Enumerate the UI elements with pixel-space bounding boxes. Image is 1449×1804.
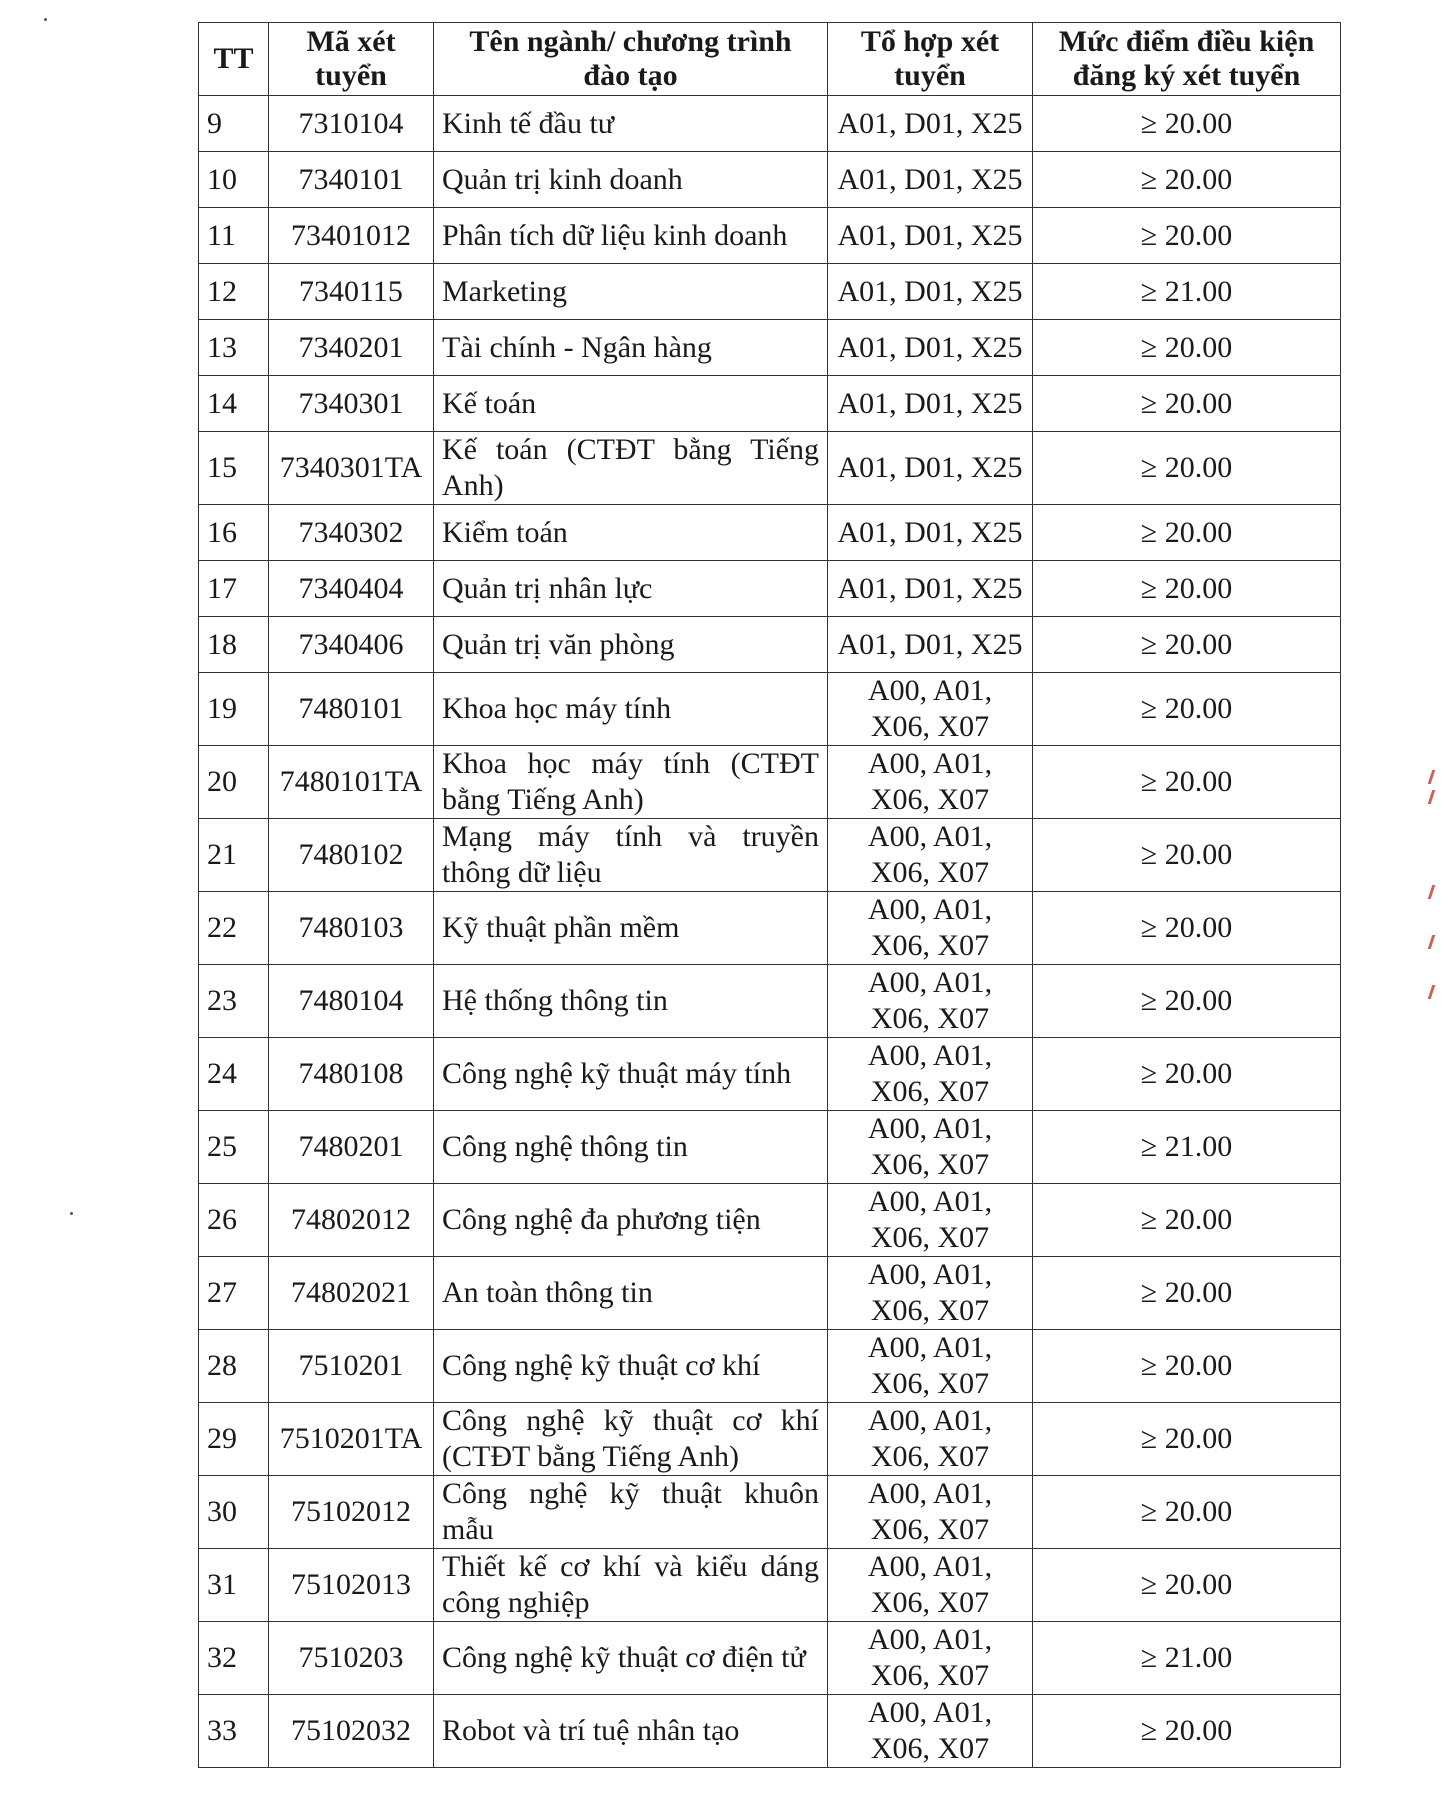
cell-subject-combination: A00, A01, X06, X07 — [828, 819, 1033, 892]
cell-minimum-score: ≥ 21.00 — [1033, 264, 1341, 320]
table-row — [199, 1330, 1341, 1403]
cell-code: 74802012 — [269, 1184, 434, 1257]
cell-subject-combination: A00, A01, X06, X07 — [828, 1257, 1033, 1330]
cell-code: 7340406 — [269, 617, 434, 673]
table-row — [199, 505, 1341, 561]
cell-minimum-score: ≥ 20.00 — [1033, 208, 1341, 264]
cell-program-name: Kiểm toán — [434, 505, 828, 561]
cell-subject-combination: A01, D01, X25 — [828, 264, 1033, 320]
cell-code: 74802021 — [269, 1257, 434, 1330]
cell-tt: 11 — [199, 208, 269, 264]
cell-minimum-score: ≥ 20.00 — [1033, 1184, 1341, 1257]
cell-program-name: Kế toán — [434, 376, 828, 432]
cell-tt: 21 — [199, 819, 269, 892]
cell-program-name: Robot và trí tuệ nhân tạo — [434, 1695, 828, 1768]
cell-code: 7340301TA — [269, 432, 434, 505]
cell-tt: 20 — [199, 746, 269, 819]
cell-subject-combination: A00, A01, X06, X07 — [828, 1403, 1033, 1476]
table-row — [199, 965, 1341, 1038]
cell-code: 7340404 — [269, 561, 434, 617]
cell-code: 7510201TA — [269, 1403, 434, 1476]
cell-subject-combination: A00, A01, X06, X07 — [828, 1476, 1033, 1549]
table-row — [199, 1257, 1341, 1330]
signature-mark — [1428, 790, 1448, 804]
header-tt: TT — [199, 23, 269, 96]
cell-minimum-score: ≥ 20.00 — [1033, 1403, 1341, 1476]
cell-tt: 9 — [199, 96, 269, 152]
cell-program-name: Kế toán (CTĐT bằng Tiếng Anh) — [434, 432, 828, 505]
header-code: Mã xét tuyển — [269, 23, 434, 96]
cell-tt: 32 — [199, 1622, 269, 1695]
cell-code: 7510201 — [269, 1330, 434, 1403]
cell-code: 7340201 — [269, 320, 434, 376]
cell-tt: 19 — [199, 673, 269, 746]
table-row — [199, 96, 1341, 152]
cell-tt: 24 — [199, 1038, 269, 1111]
header-score: Mức điểm điều kiện đăng ký xét tuyển — [1033, 23, 1341, 96]
cell-tt: 22 — [199, 892, 269, 965]
cell-code: 7480108 — [269, 1038, 434, 1111]
header-row — [199, 23, 1341, 96]
cell-program-name: Kinh tế đầu tư — [434, 96, 828, 152]
table-row — [199, 561, 1341, 617]
cell-subject-combination: A01, D01, X25 — [828, 505, 1033, 561]
cell-program-name: Quản trị kinh doanh — [434, 152, 828, 208]
cell-code: 7340115 — [269, 264, 434, 320]
header-name: Tên ngành/ chương trình đào tạo — [434, 23, 828, 96]
cell-program-name: Quản trị văn phòng — [434, 617, 828, 673]
cell-code: 7340301 — [269, 376, 434, 432]
table-row — [199, 376, 1341, 432]
table-row — [199, 1622, 1341, 1695]
cell-tt: 28 — [199, 1330, 269, 1403]
cell-minimum-score: ≥ 20.00 — [1033, 561, 1341, 617]
cell-subject-combination: A00, A01, X06, X07 — [828, 1184, 1033, 1257]
cell-code: 7480201 — [269, 1111, 434, 1184]
cell-minimum-score: ≥ 20.00 — [1033, 320, 1341, 376]
cell-tt: 12 — [199, 264, 269, 320]
table-row — [199, 152, 1341, 208]
cell-program-name: Công nghệ kỹ thuật cơ điện tử — [434, 1622, 828, 1695]
cell-code: 7310104 — [269, 96, 434, 152]
cell-subject-combination: A00, A01, X06, X07 — [828, 746, 1033, 819]
cell-code: 73401012 — [269, 208, 434, 264]
cell-minimum-score: ≥ 20.00 — [1033, 965, 1341, 1038]
cell-minimum-score: ≥ 20.00 — [1033, 152, 1341, 208]
cell-subject-combination: A01, D01, X25 — [828, 320, 1033, 376]
signature-mark — [1428, 770, 1448, 784]
cell-code: 7480103 — [269, 892, 434, 965]
cell-minimum-score: ≥ 20.00 — [1033, 746, 1341, 819]
cell-code: 7480101TA — [269, 746, 434, 819]
cell-tt: 30 — [199, 1476, 269, 1549]
table-row — [199, 1111, 1341, 1184]
cell-subject-combination: A00, A01, X06, X07 — [828, 1330, 1033, 1403]
cell-code: 7340302 — [269, 505, 434, 561]
cell-minimum-score: ≥ 20.00 — [1033, 432, 1341, 505]
cell-minimum-score: ≥ 20.00 — [1033, 1038, 1341, 1111]
cell-minimum-score: ≥ 20.00 — [1033, 1549, 1341, 1622]
header-combo: Tổ hợp xét tuyển — [828, 23, 1033, 96]
cell-program-name: Tài chính - Ngân hàng — [434, 320, 828, 376]
signature-mark — [1428, 885, 1448, 899]
cell-minimum-score: ≥ 20.00 — [1033, 1476, 1341, 1549]
cell-program-name: Khoa học máy tính — [434, 673, 828, 746]
cell-subject-combination: A01, D01, X25 — [828, 96, 1033, 152]
cell-subject-combination: A01, D01, X25 — [828, 152, 1033, 208]
cell-minimum-score: ≥ 20.00 — [1033, 892, 1341, 965]
cell-subject-combination: A00, A01, X06, X07 — [828, 1549, 1033, 1622]
cell-program-name: Công nghệ kỹ thuật cơ khí — [434, 1330, 828, 1403]
cell-tt: 31 — [199, 1549, 269, 1622]
cell-tt: 18 — [199, 617, 269, 673]
cell-code: 75102032 — [269, 1695, 434, 1768]
table-row — [199, 617, 1341, 673]
cell-minimum-score: ≥ 21.00 — [1033, 1622, 1341, 1695]
cell-tt: 23 — [199, 965, 269, 1038]
table-body — [199, 96, 1341, 1768]
cell-program-name: An toàn thông tin — [434, 1257, 828, 1330]
table-row — [199, 1549, 1341, 1622]
cell-code: 7340101 — [269, 152, 434, 208]
cell-program-name: Phân tích dữ liệu kinh doanh — [434, 208, 828, 264]
cell-code: 75102013 — [269, 1549, 434, 1622]
table-row — [199, 320, 1341, 376]
signature-mark — [1428, 985, 1448, 999]
cell-program-name: Kỹ thuật phần mềm — [434, 892, 828, 965]
cell-program-name: Marketing — [434, 264, 828, 320]
cell-code: 7480101 — [269, 673, 434, 746]
cell-program-name: Công nghệ kỹ thuật khuôn mẫu — [434, 1476, 828, 1549]
signature-mark — [1428, 935, 1448, 949]
cell-program-name: Quản trị nhân lực — [434, 561, 828, 617]
cell-minimum-score: ≥ 20.00 — [1033, 1695, 1341, 1768]
cell-code: 7480104 — [269, 965, 434, 1038]
table-row — [199, 1038, 1341, 1111]
cell-minimum-score: ≥ 20.00 — [1033, 1257, 1341, 1330]
cell-code: 7510203 — [269, 1622, 434, 1695]
cell-subject-combination: A01, D01, X25 — [828, 208, 1033, 264]
cell-subject-combination: A01, D01, X25 — [828, 561, 1033, 617]
cell-tt: 10 — [199, 152, 269, 208]
table-row — [199, 746, 1341, 819]
cell-minimum-score: ≥ 20.00 — [1033, 1330, 1341, 1403]
cell-subject-combination: A00, A01, X06, X07 — [828, 1622, 1033, 1695]
cell-program-name: Công nghệ đa phương tiện — [434, 1184, 828, 1257]
cell-minimum-score: ≥ 20.00 — [1033, 617, 1341, 673]
table-row — [199, 208, 1341, 264]
table-row — [199, 819, 1341, 892]
scan-speck — [70, 1212, 73, 1215]
cell-minimum-score: ≥ 21.00 — [1033, 1111, 1341, 1184]
cell-subject-combination: A00, A01, X06, X07 — [828, 673, 1033, 746]
cell-subject-combination: A00, A01, X06, X07 — [828, 1695, 1033, 1768]
table-row — [199, 1695, 1341, 1768]
cell-program-name: Công nghệ kỹ thuật cơ khí (CTĐT bằng Tiếng Anh) — [434, 1403, 828, 1476]
cell-program-name: Công nghệ kỹ thuật máy tính — [434, 1038, 828, 1111]
cell-subject-combination: A00, A01, X06, X07 — [828, 1111, 1033, 1184]
cell-minimum-score: ≥ 20.00 — [1033, 673, 1341, 746]
cell-subject-combination: A01, D01, X25 — [828, 617, 1033, 673]
cell-minimum-score: ≥ 20.00 — [1033, 505, 1341, 561]
cell-minimum-score: ≥ 20.00 — [1033, 96, 1341, 152]
cell-program-name: Khoa học máy tính (CTĐT bằng Tiếng Anh) — [434, 746, 828, 819]
cell-tt: 13 — [199, 320, 269, 376]
admission-table — [198, 22, 1341, 1768]
cell-tt: 17 — [199, 561, 269, 617]
cell-tt: 16 — [199, 505, 269, 561]
table-row — [199, 1184, 1341, 1257]
cell-subject-combination: A01, D01, X25 — [828, 376, 1033, 432]
cell-subject-combination: A01, D01, X25 — [828, 432, 1033, 505]
table-row — [199, 673, 1341, 746]
cell-code: 7480102 — [269, 819, 434, 892]
cell-tt: 14 — [199, 376, 269, 432]
table-row — [199, 1403, 1341, 1476]
cell-minimum-score: ≥ 20.00 — [1033, 819, 1341, 892]
cell-tt: 27 — [199, 1257, 269, 1330]
scan-speck — [44, 18, 47, 21]
table-row — [199, 1476, 1341, 1549]
cell-subject-combination: A00, A01, X06, X07 — [828, 965, 1033, 1038]
cell-program-name: Hệ thống thông tin — [434, 965, 828, 1038]
cell-subject-combination: A00, A01, X06, X07 — [828, 892, 1033, 965]
cell-tt: 26 — [199, 1184, 269, 1257]
cell-tt: 25 — [199, 1111, 269, 1184]
cell-minimum-score: ≥ 20.00 — [1033, 376, 1341, 432]
cell-tt: 33 — [199, 1695, 269, 1768]
table-row — [199, 892, 1341, 965]
cell-program-name: Mạng máy tính và truyền thông dữ liệu — [434, 819, 828, 892]
cell-program-name: Thiết kế cơ khí và kiểu dáng công nghiệp — [434, 1549, 828, 1622]
cell-tt: 15 — [199, 432, 269, 505]
cell-program-name: Công nghệ thông tin — [434, 1111, 828, 1184]
table-row — [199, 264, 1341, 320]
cell-subject-combination: A00, A01, X06, X07 — [828, 1038, 1033, 1111]
cell-tt: 29 — [199, 1403, 269, 1476]
table-row — [199, 432, 1341, 505]
cell-code: 75102012 — [269, 1476, 434, 1549]
